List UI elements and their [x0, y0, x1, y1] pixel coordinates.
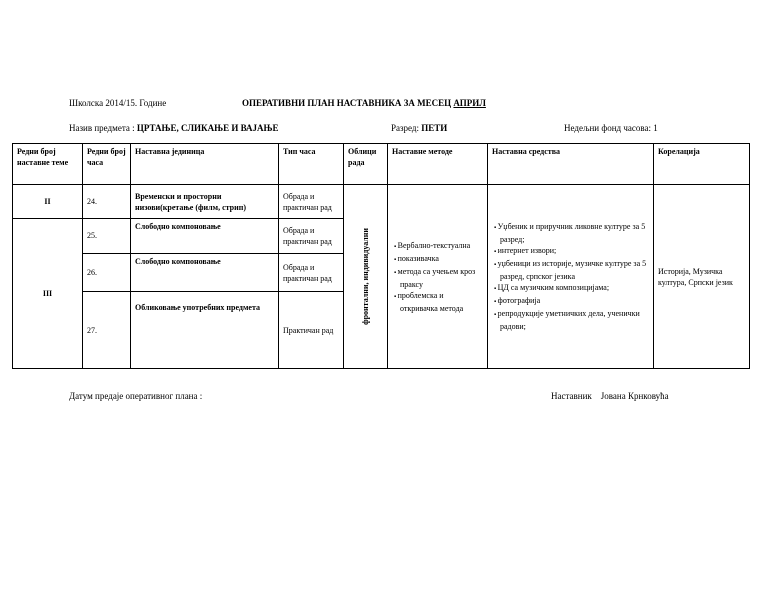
- subject-label: Назив предмета :: [69, 123, 135, 133]
- weekly-label: Недељни фонд часова:: [564, 123, 651, 133]
- methods-cell: [388, 185, 488, 369]
- col-header-means: Наставна средства: [488, 144, 654, 185]
- subject-name: ЦРТАЊЕ, СЛИКАЊЕ И ВАЈАЊЕ: [136, 123, 279, 133]
- type-cell: Обрада и практичан рад: [279, 218, 344, 253]
- means-cell: [488, 185, 654, 369]
- col-header-forms: Облици рада: [344, 144, 388, 185]
- col-header-methods: Наставне методе: [388, 144, 488, 185]
- forms-text: фронтални, индивидуални: [361, 228, 370, 326]
- teacher-label: Наставник: [551, 391, 592, 401]
- col-header-lesson-num: Редни број часа: [83, 144, 131, 185]
- list-item: ▪ ЦД са музичким композицијама;: [492, 282, 649, 295]
- type-cell: Обрада и практичан рад: [279, 185, 344, 218]
- list-item: ▪ показивачка: [392, 253, 483, 266]
- col-header-theme: Редни број наставне теме: [13, 144, 83, 185]
- col-header-type: Тип часа: [279, 144, 344, 185]
- plan-title-text: ОПЕРАТИВНИ ПЛАН НАСТАВНИКА ЗА МЕСЕЦ: [242, 98, 452, 108]
- type-cell: Практичан рад: [279, 292, 344, 369]
- list-item: ▪ метода са учењем кроз праксу: [392, 266, 483, 290]
- forms-cell: [344, 185, 388, 369]
- list-item: ▪ проблемска и откривачка метода: [392, 290, 483, 314]
- unit-cell: Обликовање употребних предмета: [131, 292, 279, 369]
- unit-cell: Слободно компоновање: [131, 218, 279, 253]
- lesson-num-cell: 25.: [83, 218, 131, 253]
- table-row: [13, 185, 750, 218]
- list-item: ▪ Вербално-текстуална: [392, 240, 483, 253]
- weekly-fund-line: [564, 123, 658, 133]
- subject-line: [69, 123, 279, 133]
- weekly-value: 1: [653, 123, 658, 133]
- plan-title: [242, 98, 486, 108]
- unit-cell: Временски и просторни низови(кретање (филм, стрип): [131, 185, 279, 218]
- methods-list: [392, 240, 483, 314]
- list-item: ▪ фотографија: [492, 295, 649, 308]
- teacher-line: [551, 391, 669, 401]
- list-item: ▪ уџбеници из историје, музичке културе за 5 разред, српског језика: [492, 258, 649, 282]
- list-item: ▪ репродукције уметничких дела, ученички радови;: [492, 308, 649, 332]
- plan-month: АПРИЛ: [453, 98, 486, 108]
- type-cell: Обрада и практичан рад: [279, 253, 344, 291]
- table-header-row: [13, 144, 750, 185]
- teacher-name: Јована Крнковућа: [600, 391, 669, 401]
- theme-cell: III: [13, 218, 83, 368]
- list-item: ▪ Уџбеник и приручник ликовне културе за 5 разред;: [492, 221, 649, 245]
- lesson-num-cell: 24.: [83, 185, 131, 218]
- grade-label: Разред:: [391, 123, 420, 133]
- grade-line: [391, 123, 447, 133]
- col-header-correlation: Корелација: [654, 144, 750, 185]
- list-item: ▪ интернет извори;: [492, 245, 649, 258]
- lesson-num-cell: 26.: [83, 253, 131, 291]
- lesson-num-cell: 27.: [83, 292, 131, 369]
- col-header-unit: Наставна јединица: [131, 144, 279, 185]
- school-year: Школска 2014/15. Године: [69, 98, 167, 108]
- unit-cell: Слободно компоновање: [131, 253, 279, 291]
- grade-value: ПЕТИ: [421, 123, 448, 133]
- theme-cell: II: [13, 185, 83, 218]
- correlation-cell: Историја, Музичка култура, Српски језик: [654, 185, 750, 369]
- plan-table: [12, 143, 750, 369]
- date-label: Датум предаје оперативног плана :: [69, 391, 203, 401]
- means-list: [492, 221, 649, 332]
